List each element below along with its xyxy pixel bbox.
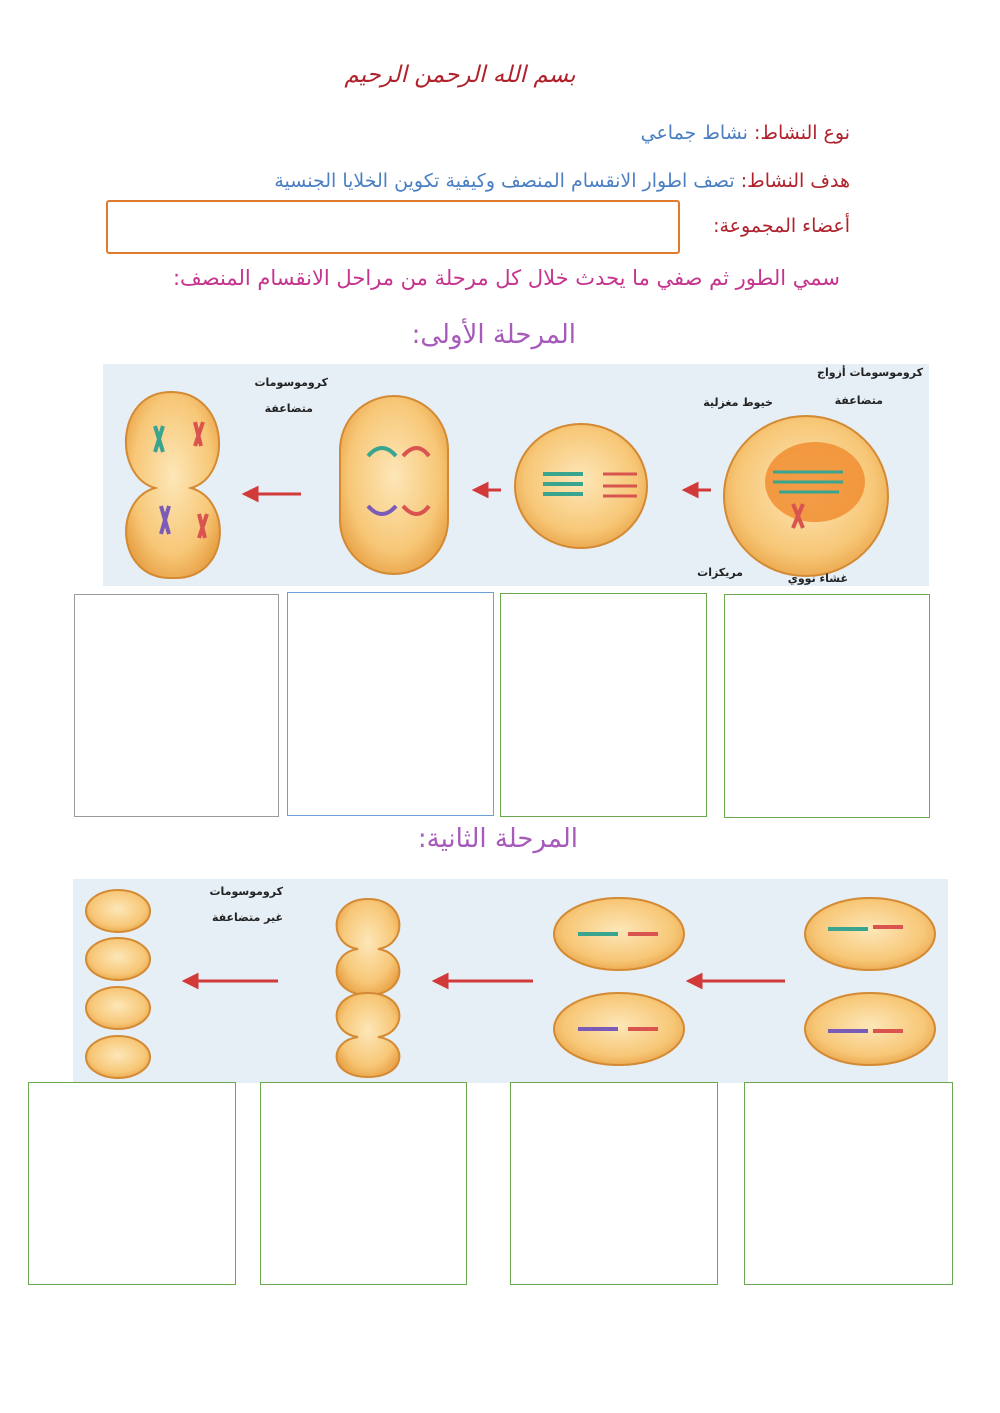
meiosis2-illustration <box>73 879 948 1083</box>
label-sister-1: متضاعفة <box>834 394 883 407</box>
basmala: بسم الله الرحمن الرحيم <box>344 62 576 88</box>
stage1-diagram <box>103 364 929 586</box>
instruction-text: سمي الطور ثم صفي ما يحدث خلال كل مرحلة من مراحل الانقسام المنصف: <box>172 266 840 290</box>
label-spindle-fibers: خيوط مغزلية <box>703 396 773 409</box>
stage2-answer-box-1[interactable] <box>744 1082 953 1285</box>
stage2-answer-box-3[interactable] <box>260 1082 467 1285</box>
telophase2-cells <box>337 899 400 1077</box>
label-nuclear-membrane: غشاء نووي <box>787 572 848 585</box>
label-paired-chromosomes: كروموسومات أزواج <box>817 366 923 379</box>
stage2-arrows <box>185 975 785 987</box>
activity-type-value: نشاط جماعي <box>640 122 748 144</box>
label-not-duplicated: غير متضاعفة <box>211 911 283 924</box>
metaphase2-cells <box>554 898 684 1065</box>
stage2-answer-box-2[interactable] <box>510 1082 718 1285</box>
stage1-answer-box-3[interactable] <box>287 592 494 816</box>
activity-type-row <box>641 122 850 144</box>
stage1-answer-box-1[interactable] <box>724 594 930 818</box>
label-chromosomes-2: كروموسومات <box>209 885 283 898</box>
stage1-answer-box-4[interactable] <box>74 594 279 817</box>
members-input-box[interactable] <box>106 200 680 254</box>
stage2-diagram <box>73 879 948 1083</box>
label-chromosomes: كروموسومات <box>254 376 328 389</box>
metaphase1-cell <box>515 424 647 548</box>
stage1-answer-box-2[interactable] <box>500 593 707 817</box>
meiosis1-illustration <box>103 364 929 586</box>
activity-type-label: نوع النشاط: <box>754 122 850 144</box>
telophase1-cell <box>126 392 220 578</box>
gamete-cells <box>86 890 150 1078</box>
activity-goal-label: هدف النشاط: <box>740 170 850 192</box>
stage1-title: المرحلة الأولى: <box>411 320 576 350</box>
label-sister-2: متضاعفة <box>264 402 313 415</box>
label-centrioles: مريكزات <box>697 566 743 579</box>
prophase2-cells <box>805 898 935 1065</box>
activity-goal-row <box>274 170 850 192</box>
stage2-title: المرحلة الثانية: <box>417 824 578 854</box>
prophase1-cell <box>724 416 888 576</box>
activity-goal-value: تصف اطوار الانقسام المنصف وكيفية تكوين الخلايا الجنسية <box>274 170 735 192</box>
anaphase1-cell <box>340 396 448 574</box>
members-label: أعضاء المجموعة: <box>713 215 850 237</box>
stage2-answer-box-4[interactable] <box>28 1082 236 1285</box>
